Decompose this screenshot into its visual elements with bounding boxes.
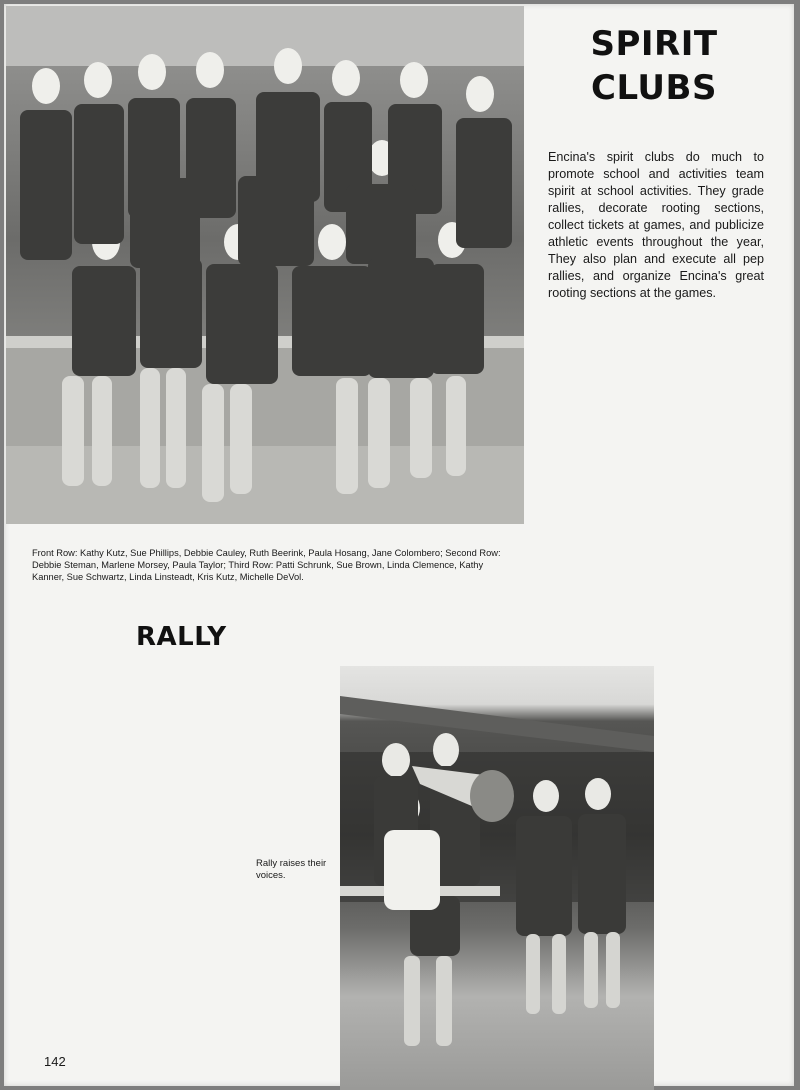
spirit-clubs-intro: Encina's spirit clubs do much to promote school and activities team spirit at school activities. They grade rallies, decorate rooting sections, collect tickets at games, and publicize athletic events throughout the year, They also plan and execute all pep rallies, and organize Encina's great rooting sections at the games. — [548, 149, 764, 300]
spirit-clubs-group-photo — [6, 6, 524, 524]
rally-photo-caption: Rally raises their voices. — [256, 857, 327, 881]
spirit-clubs-heading — [564, 22, 744, 110]
spirit-clubs-heading-line1: SPIRIT — [590, 24, 718, 64]
spirit-clubs-heading-line2: CLUBS — [591, 68, 717, 108]
page-number: 142 — [44, 1054, 66, 1069]
group-photo-caption: Front Row: Kathy Kutz, Sue Phillips, Debbie Cauley, Ruth Beerink, Paula Hosang, Jane Colombero; Second Row: Debbie Steman, Marlene Morsey, Paula Taylor; Third Row: Patti Schrunk, Sue Brown, Linda Clemence, Kathy Kanner, Sue Schwartz, Linda Linsteadt, Kris Kutz, Michelle DeVol. — [32, 548, 501, 583]
yearbook-page — [4, 4, 794, 1086]
rally-photo — [340, 666, 654, 1090]
rally-heading: RALLY — [136, 622, 227, 652]
